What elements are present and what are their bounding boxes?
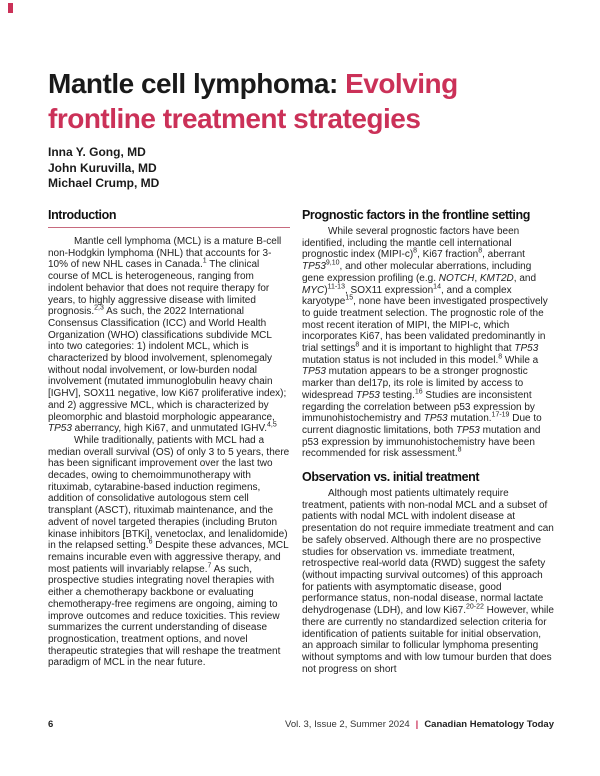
footer-separator: | — [415, 719, 419, 730]
page-number: 6 — [48, 719, 54, 730]
title-part-accent: Evolving frontline treatment strategies — [48, 68, 458, 134]
footer-journal: Canadian Hematology Today — [424, 719, 554, 730]
section-heading-prognostic-factors: Prognostic factors in the frontline setting — [302, 208, 530, 222]
author-name: John Kuruvilla, MD — [48, 160, 157, 175]
footer-issue: Vol. 3, Issue 2, Summer 2024 — [285, 719, 410, 730]
section-heading-introduction: Introduction — [48, 208, 290, 228]
title-part-black: Mantle cell lymphoma: — [48, 68, 338, 99]
page-footer — [48, 719, 554, 730]
article-header — [48, 66, 554, 192]
observation-paragraph-1: Although most patients ultimately require treatment, patients with non-nodal MCL and a subset of patients with nodal MCL with indolent disease at presentation do not require immediate treatment and can be safely observed. Although there are no prospective studies for observation vs. immediate treatment, retrospective real-world data (RWD) suggest the safety (without impacting survival outcomes) of this approach for patients with asymptomatic disease, good performance status, non-nodal disease, normal lactate dehydrogenase (LDH), and low Ki67.$^{20-22}$ However, while there are currently no standardized selection criteria for identification of patients suitable for initial observation, an approach similar to follicular lymphoma presenting without symptoms and with low tumour burden that does not progress on short — [302, 488, 554, 675]
two-column-body — [48, 208, 554, 675]
brand-tick — [8, 3, 13, 13]
author-list — [48, 145, 554, 192]
prognostic-paragraph-1: While several prognostic factors have been identified, including the mantle cell international prognostic index (MIPI-c)$^8$, Ki67 fraction$^8$, aberrant TP53$^{9,10}$, and other molecular aberrations, including gene expression profiling (e.g. NOTCH, KMT2D, and MYC)$^{11-13}$, SOX11 expression$^{14}$, and a complex karyotype$^{15}$, none have been investigated prospectively to guide treatment selection. The prognostic role of the most recent iteration of MIPI, the MIPI-c, which incorporates Ki67, has been validated predominantly in trial settings$^8$ and it is important to highlight that TP53 mutation status is not included in this model.$^8$ While a TP53 mutation appears to be a stronger prognostic marker than del17p, its role is limited by access to widespread TP53 testing.$^{16}$ Studies are inconsistent regarding the correlation between p53 expression by immunohistochemistry and TP53 mutation.$^{17-19}$ Due to current diagnostic limitations, both TP53 mutation and p53 expression by immunohistochemistry have been recommended for risk assessment.$^8$ — [302, 226, 548, 460]
column-right — [302, 208, 554, 675]
introduction-paragraph-1: Mantle cell lymphoma (MCL) is a mature B-cell non-Hodgkin lymphoma (NHL) that accounts for 3-10% of new NHL cases in Canada.$^1$ The clinical course of MCL is heterogeneous, ranging from indolent behavior that does not require therapy for years, to highly aggressive disease with limited prognosis.$^{2,3}$ As such, the 2022 International Consensus Classification (ICC) and World Health Organization (WHO) classifications subdivide MCL into two categories: 1) indolent MCL, which is characterized by blood involvement, splenomegaly without nodal involvement, or low-burden nodal involvement (mutated immunoglobulin heavy chain [IGHV], SOX11 negative, low Ki67 proliferative index); and 2) aggressive MCL, which is characterized by pleomorphic and blastoid morphologic appearance, TP53 aberrancy, high Ki67, and unmutated IGHV.$^{4,5}$ — [48, 236, 287, 435]
publication-line — [285, 719, 554, 730]
author-name: Inna Y. Gong, MD — [48, 145, 146, 159]
column-left — [48, 208, 290, 675]
author-name: Michael Crump, MD — [48, 176, 160, 190]
section-heading-observation: Observation vs. initial treatment — [302, 470, 480, 485]
introduction-paragraph-2: While traditionally, patients with MCL had a median overall survival (OS) of only 3 to 5 years, there has been significant improvement over the last two decades, owing to chemoimmunotherapy with rituximab, cytarabine-based induction regimens, addition of consolidative autologous stem cell transplant (ASCT), rituximab maintenance, and the advent of novel targeted therapies (including Bruton kinase inhibitors [BTKi], venetoclax, and lenalidomide) in the relapsed setting.$^6$ Despite these advances, MCL remains incurable even with aggressive therapy, and most patients will invariably relapse.$^7$ As such, prospective studies integrating novel therapies with either a chemotherapy backbone or evaluating chemotherapy-free regimens are ongoing, aiming to improve outcomes and reduce toxicities. This review summarizes the current understanding of disease prognostication, treatment options, and novel therapeutic strategies that will reshape the treatment paradigm of MCL in the near future. — [48, 434, 290, 669]
page-title — [48, 66, 554, 136]
